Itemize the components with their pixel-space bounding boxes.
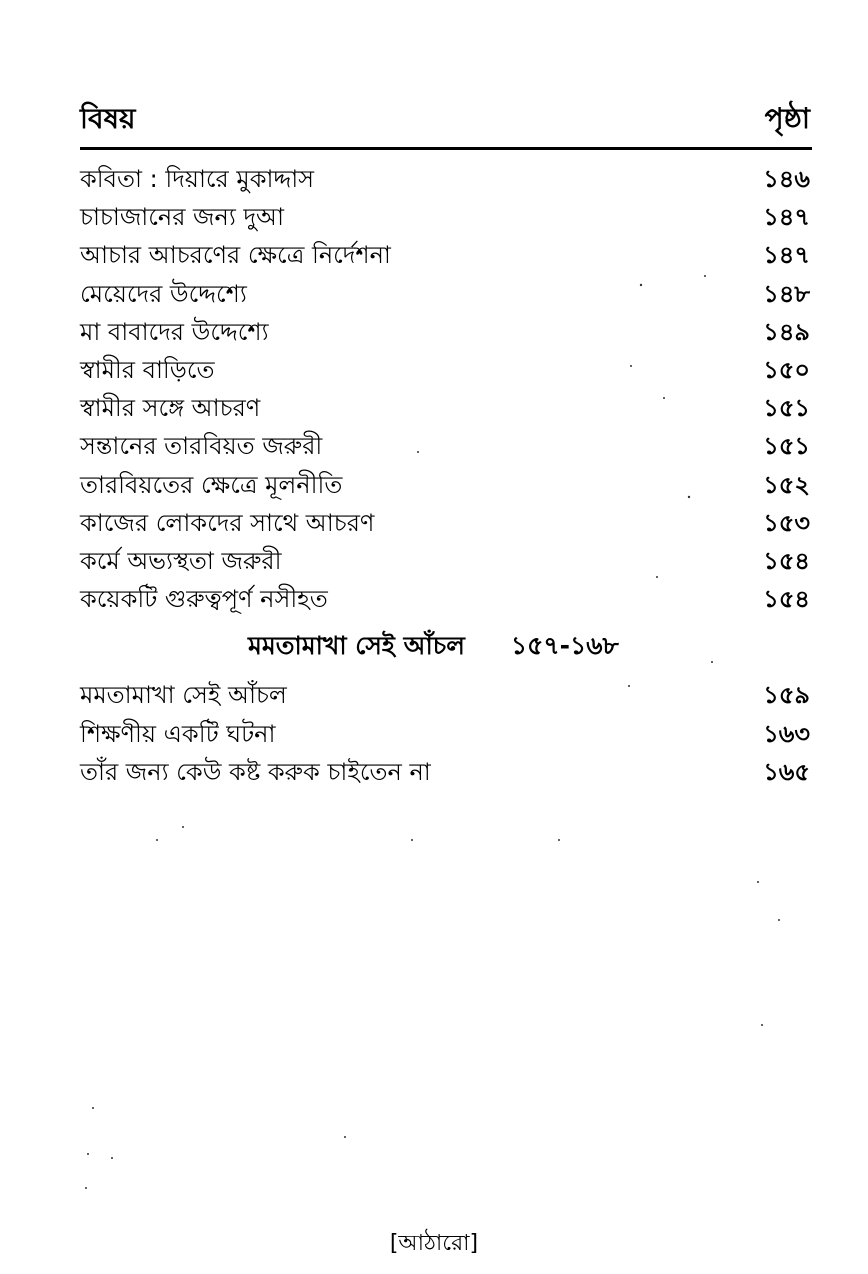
entry-page: ১৫০ (763, 356, 810, 385)
entry-title: সন্তানের তারবিয়ত জরুরী (80, 432, 323, 461)
entry-page: ১৬৫ (763, 757, 810, 786)
entry-title: মমতামাখা সেই আঁচল (80, 681, 287, 710)
entry-page: ১৪৭ (763, 241, 810, 270)
entry-page: ১৫৯ (763, 681, 810, 710)
entry-page: ১৫২ (763, 470, 810, 499)
entry-title: কবিতা : দিয়ারে মুকাদ্দাস (80, 165, 315, 194)
entry-title: কাজের লোকদের সাথে আচরণ (80, 508, 375, 537)
entry-page: ১৫১ (763, 432, 810, 461)
entry-title: শিক্ষণীয় একটি ঘটনা (80, 719, 276, 748)
entry-page: ১৪৯ (763, 317, 810, 346)
entry-title: তাঁর জন্য কেউ কষ্ট করুক চাইতেন না (80, 757, 431, 786)
section-title: মমতামাখা সেই আঁচল (248, 630, 465, 660)
entry-title: স্বামীর সঙ্গে আচরণ (80, 394, 261, 423)
entry-title: কয়েকটি গুরুত্বপূর্ণ নসীহত (80, 585, 328, 614)
entry-page: ১৪৬ (763, 165, 810, 194)
page-column-label: পৃষ্ঠা (764, 102, 810, 135)
entry-title: চাচাজানের জন্য দুআ (80, 203, 285, 232)
subject-column-label: বিষয় (80, 102, 136, 135)
entry-page: ১৪৮ (763, 279, 810, 308)
entry-page: ১৬৩ (763, 719, 810, 748)
section-page-range: ১৫৭-১৬৮ (510, 630, 619, 660)
entry-title: স্বামীর বাড়িতে (80, 356, 215, 385)
entry-title: মেয়েদের উদ্দেশ্যে (80, 279, 247, 308)
entry-title: মা বাবাদের উদ্দেশ্যে (80, 317, 269, 346)
page-number-footer: [আঠারো] (389, 1231, 479, 1256)
entry-page: ১৫৪ (763, 585, 810, 614)
entry-title: আচার আচরণের ক্ষেত্রে নির্দেশনা (80, 241, 391, 270)
entry-title: তারবিয়তের ক্ষেত্রে মূলনীতি (80, 470, 343, 499)
entry-page: ১৫৪ (763, 546, 810, 575)
entry-title: কর্মে অভ্যস্থতা জরুরী (80, 546, 282, 575)
entry-page: ১৫১ (763, 394, 810, 423)
entry-page: ১৪৭ (763, 203, 810, 232)
entry-page: ১৫৩ (763, 508, 810, 537)
